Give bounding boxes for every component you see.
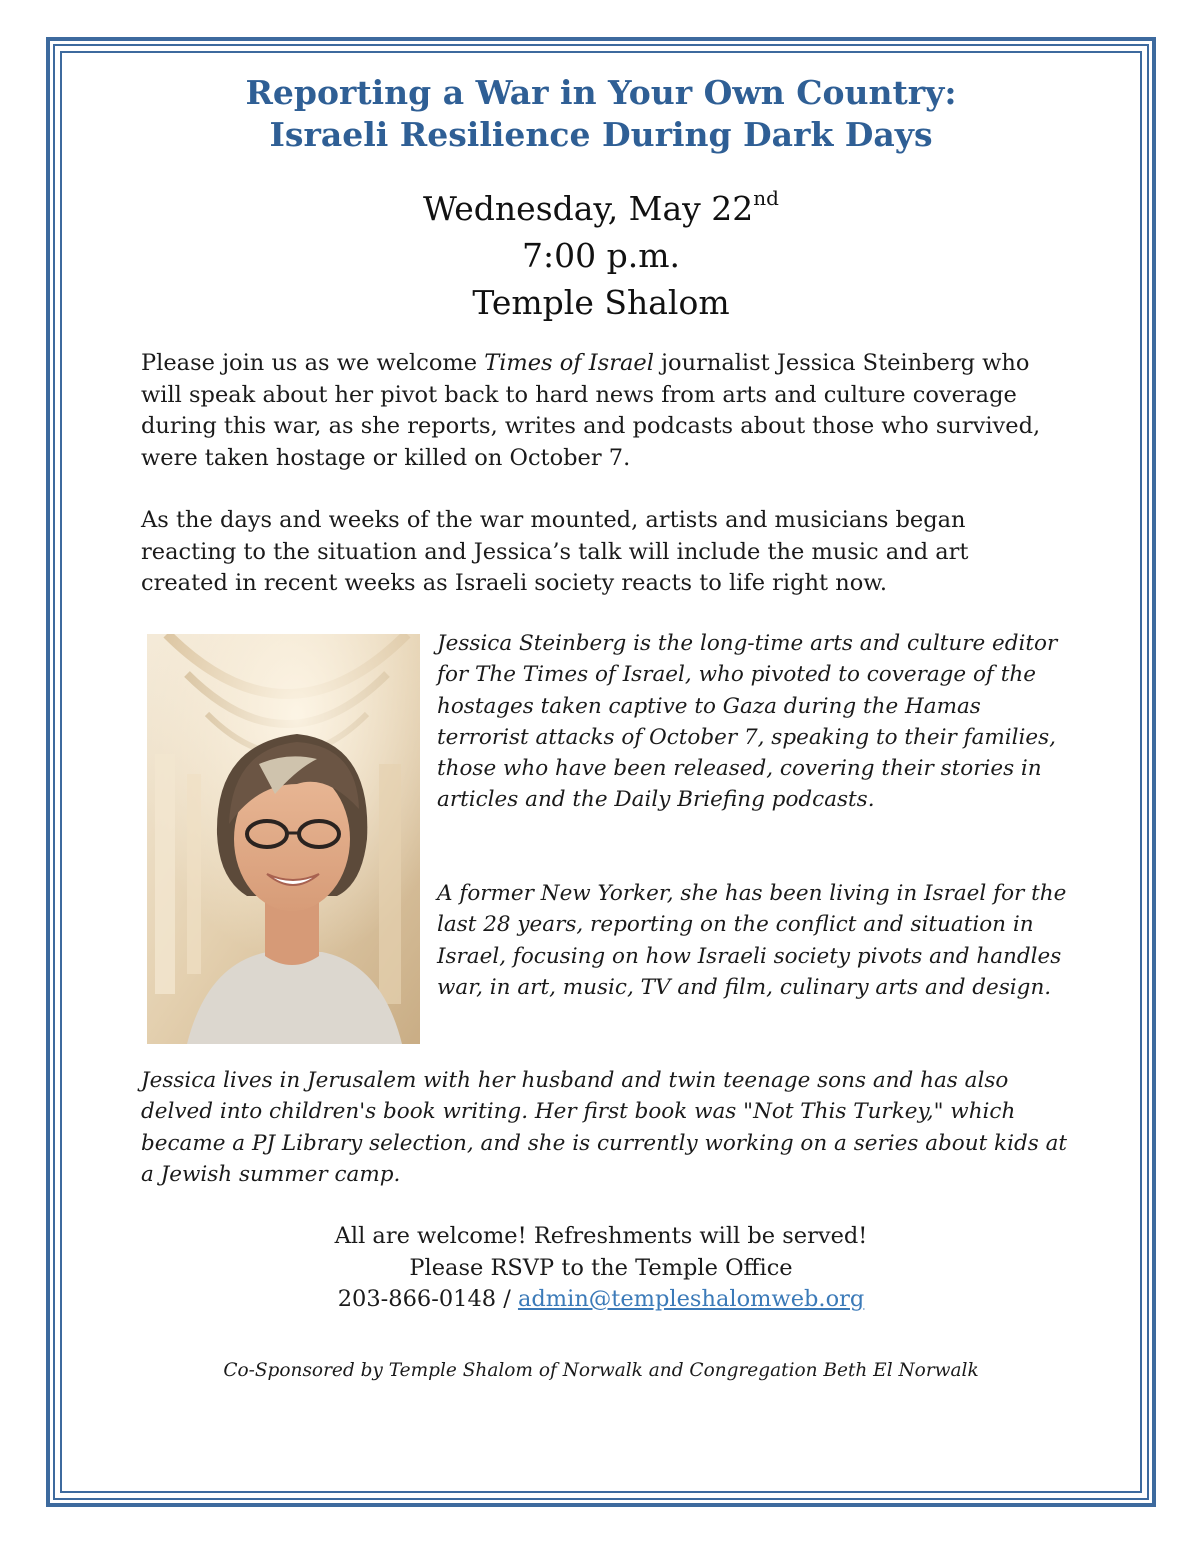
event-date: Wednesday, May 22nd [423, 186, 779, 228]
publication-name: Times of Israel [484, 350, 654, 376]
title-line-2: Israeli Resilience During Dark Days [269, 115, 933, 154]
intro-paragraph-1: Please join us as we welcome Times of Israel journalist Jessica Steinberg who will speak about her pivot back to hard news from arts and culture coverage during this war, as she reports, writes and podcasts about those who survived, were taken hostage or killed on October 7. [141, 350, 1041, 471]
bio-paragraph-3: Jessica lives in Jerusalem with her husband and twin teenage sons and has also delved into children's book writing. Her first book was "Not This Turkey," which became a PJ Library selection, and she is currently working on a series about kids at a Jewish summer camp. [141, 1068, 1068, 1187]
bio-paragraph-1: Jessica Steinberg is the long-time arts and culture editor for The Times of Israel, who pivoted to coverage of the hostages taken captive to Gaza during the Hamas terrorist attacks of October 7, speaking to their families, those who have been released, covering their stories in articles and the Daily Briefing podcasts. [437, 631, 1058, 813]
sponsor-line: Co-Sponsored by Temple Shalom of Norwalk and Congregation Beth El Norwalk [223, 1360, 979, 1381]
event-time: 7:00 p.m. [522, 236, 680, 275]
date-suffix: nd [753, 186, 779, 210]
event-title [60, 72, 1142, 156]
event-location: Temple Shalom [472, 283, 730, 322]
rsvp-line: Please RSVP to the Temple Office [409, 1254, 793, 1281]
phone-number: 203-866-0148 [337, 1286, 497, 1312]
event-details [60, 185, 1142, 326]
intro-paragraph-2: As the days and weeks of the war mounted, artists and musicians began reacting to the situation and Jessica’s talk will include the music and art created in recent weeks as Israeli society reacts to life right now. [141, 507, 969, 596]
bio-paragraph-2: A former New Yorker, she has been living in Israel for the last 28 years, reporting on the conflict and situation in Israel, focusing on how Israeli society pivots and handles war, in art, music, TV and film, culinary arts and design. [437, 881, 1067, 1000]
welcome-line: All are welcome! Refreshments will be served! [334, 1223, 868, 1249]
rsvp-block [60, 1221, 1142, 1316]
contact-line: 203-866-0148 / admin@templeshalomweb.org [337, 1286, 865, 1312]
title-line-1: Reporting a War in Your Own Country: [245, 73, 957, 112]
speaker-photo [147, 634, 420, 1044]
email-link[interactable]: admin@templeshalomweb.org [517, 1286, 865, 1312]
